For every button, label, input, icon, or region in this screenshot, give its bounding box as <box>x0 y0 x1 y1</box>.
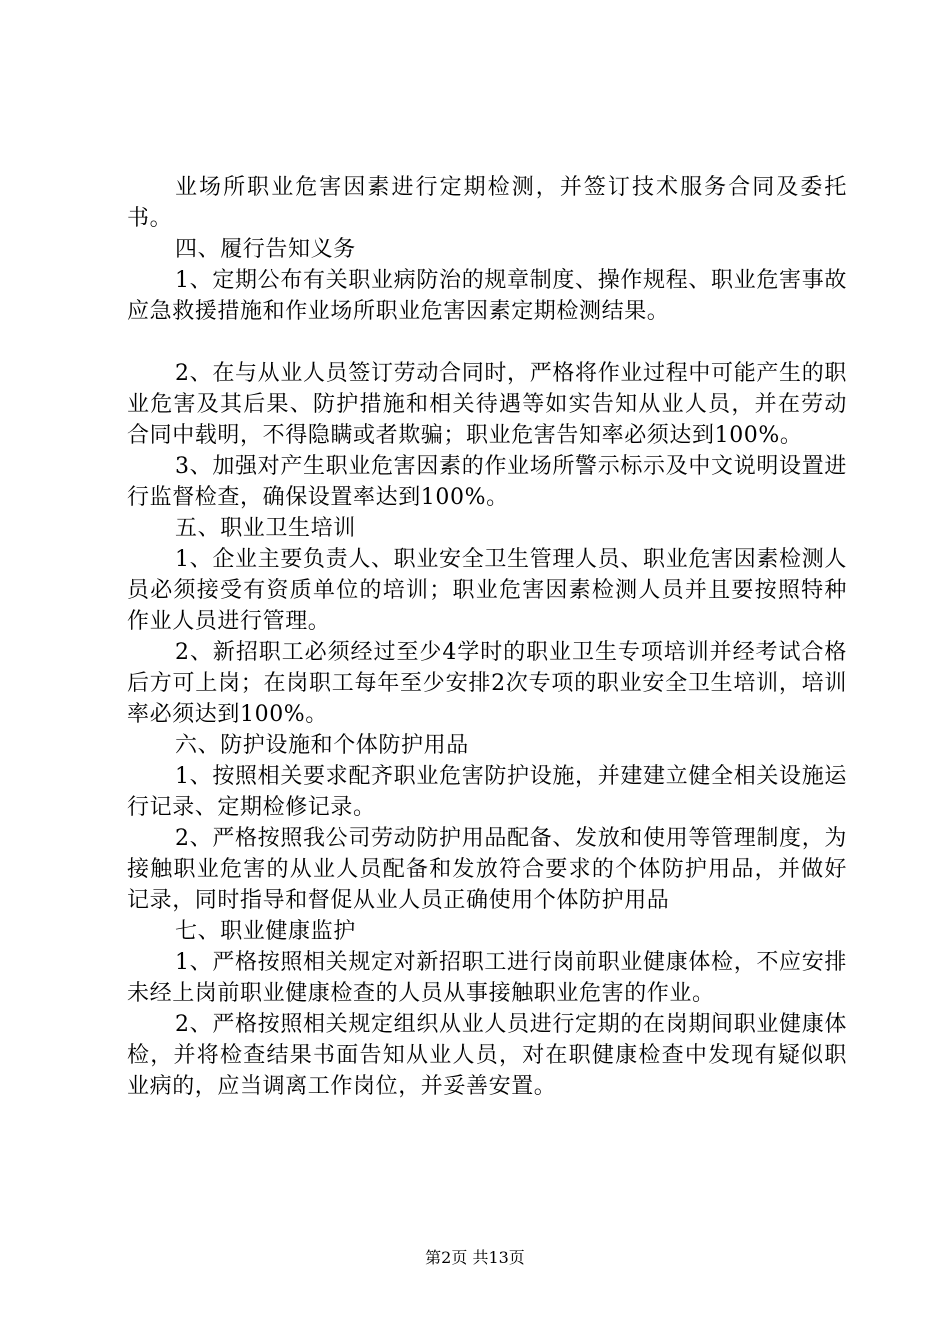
paragraph-protection-1: 1、按照相关要求配齐职业危害防护设施，并建建立健全相关设施运行记录、定期检修记录。 <box>127 764 847 820</box>
section-heading-notification: 四、履行告知义务 <box>175 237 356 262</box>
page-number-footer: 第2页 共13页 <box>425 1248 525 1267</box>
paragraph-health-2: 2、严格按照相关规定组织从业人员进行定期的在岗期间职业健康体检，并将检查结果书面告知从业人员，对在职健康检查中发现有疑似职业病的，应当调离工作岗位，并妥善安置。 <box>127 1012 847 1099</box>
paragraph-training-1: 1、企业主要负责人、职业安全卫生管理人员、职业危害因素检测人员必须接受有资质单位的培训；职业危害因素检测人员并且要按照特种作业人员进行管理。 <box>127 547 847 634</box>
document-body <box>127 172 847 1102</box>
blank-line <box>127 327 847 358</box>
paragraph-health-1: 1、严格按照相关规定对新招职工进行岗前职业健康体检，不应安排未经上岗前职业健康检查的人员从事接触职业危害的作业。 <box>127 950 847 1006</box>
section-heading-health-monitoring: 七、职业健康监护 <box>175 919 356 944</box>
section-heading-protection: 六、防护设施和个体防护用品 <box>175 733 469 758</box>
paragraph-notification-3: 3、加强对产生职业危害因素的作业场所警示标示及中文说明设置进行监督检查，确保设置率达到100%。 <box>127 454 847 510</box>
paragraph-notification-1: 1、定期公布有关职业病防治的规章制度、操作规程、职业危害事故应急救援措施和作业场所职业危害因素定期检测结果。 <box>127 268 847 324</box>
paragraph-training-2: 2、新招职工必须经过至少4学时的职业卫生专项培训并经考试合格后方可上岗；在岗职工每年至少安排2次专项的职业安全卫生培训，培训率必须达到100%。 <box>127 640 847 727</box>
paragraph-notification-2: 2、在与从业人员签订劳动合同时，严格将作业过程中可能产生的职业危害及其后果、防护措施和相关待遇等如实告知从业人员，并在劳动合同中载明，不得隐瞒或者欺骗；职业危害告知率必须达到100%。 <box>127 361 847 448</box>
section-heading-training: 五、职业卫生培训 <box>175 516 356 541</box>
paragraph-continuation: 业场所职业危害因素进行定期检测，并签订技术服务合同及委托书。 <box>127 175 847 231</box>
paragraph-protection-2: 2、严格按照我公司劳动防护用品配备、发放和使用等管理制度，为接触职业危害的从业人员配备和发放符合要求的个体防护用品，并做好记录，同时指导和督促从业人员正确使用个体防护用品 <box>127 826 847 913</box>
